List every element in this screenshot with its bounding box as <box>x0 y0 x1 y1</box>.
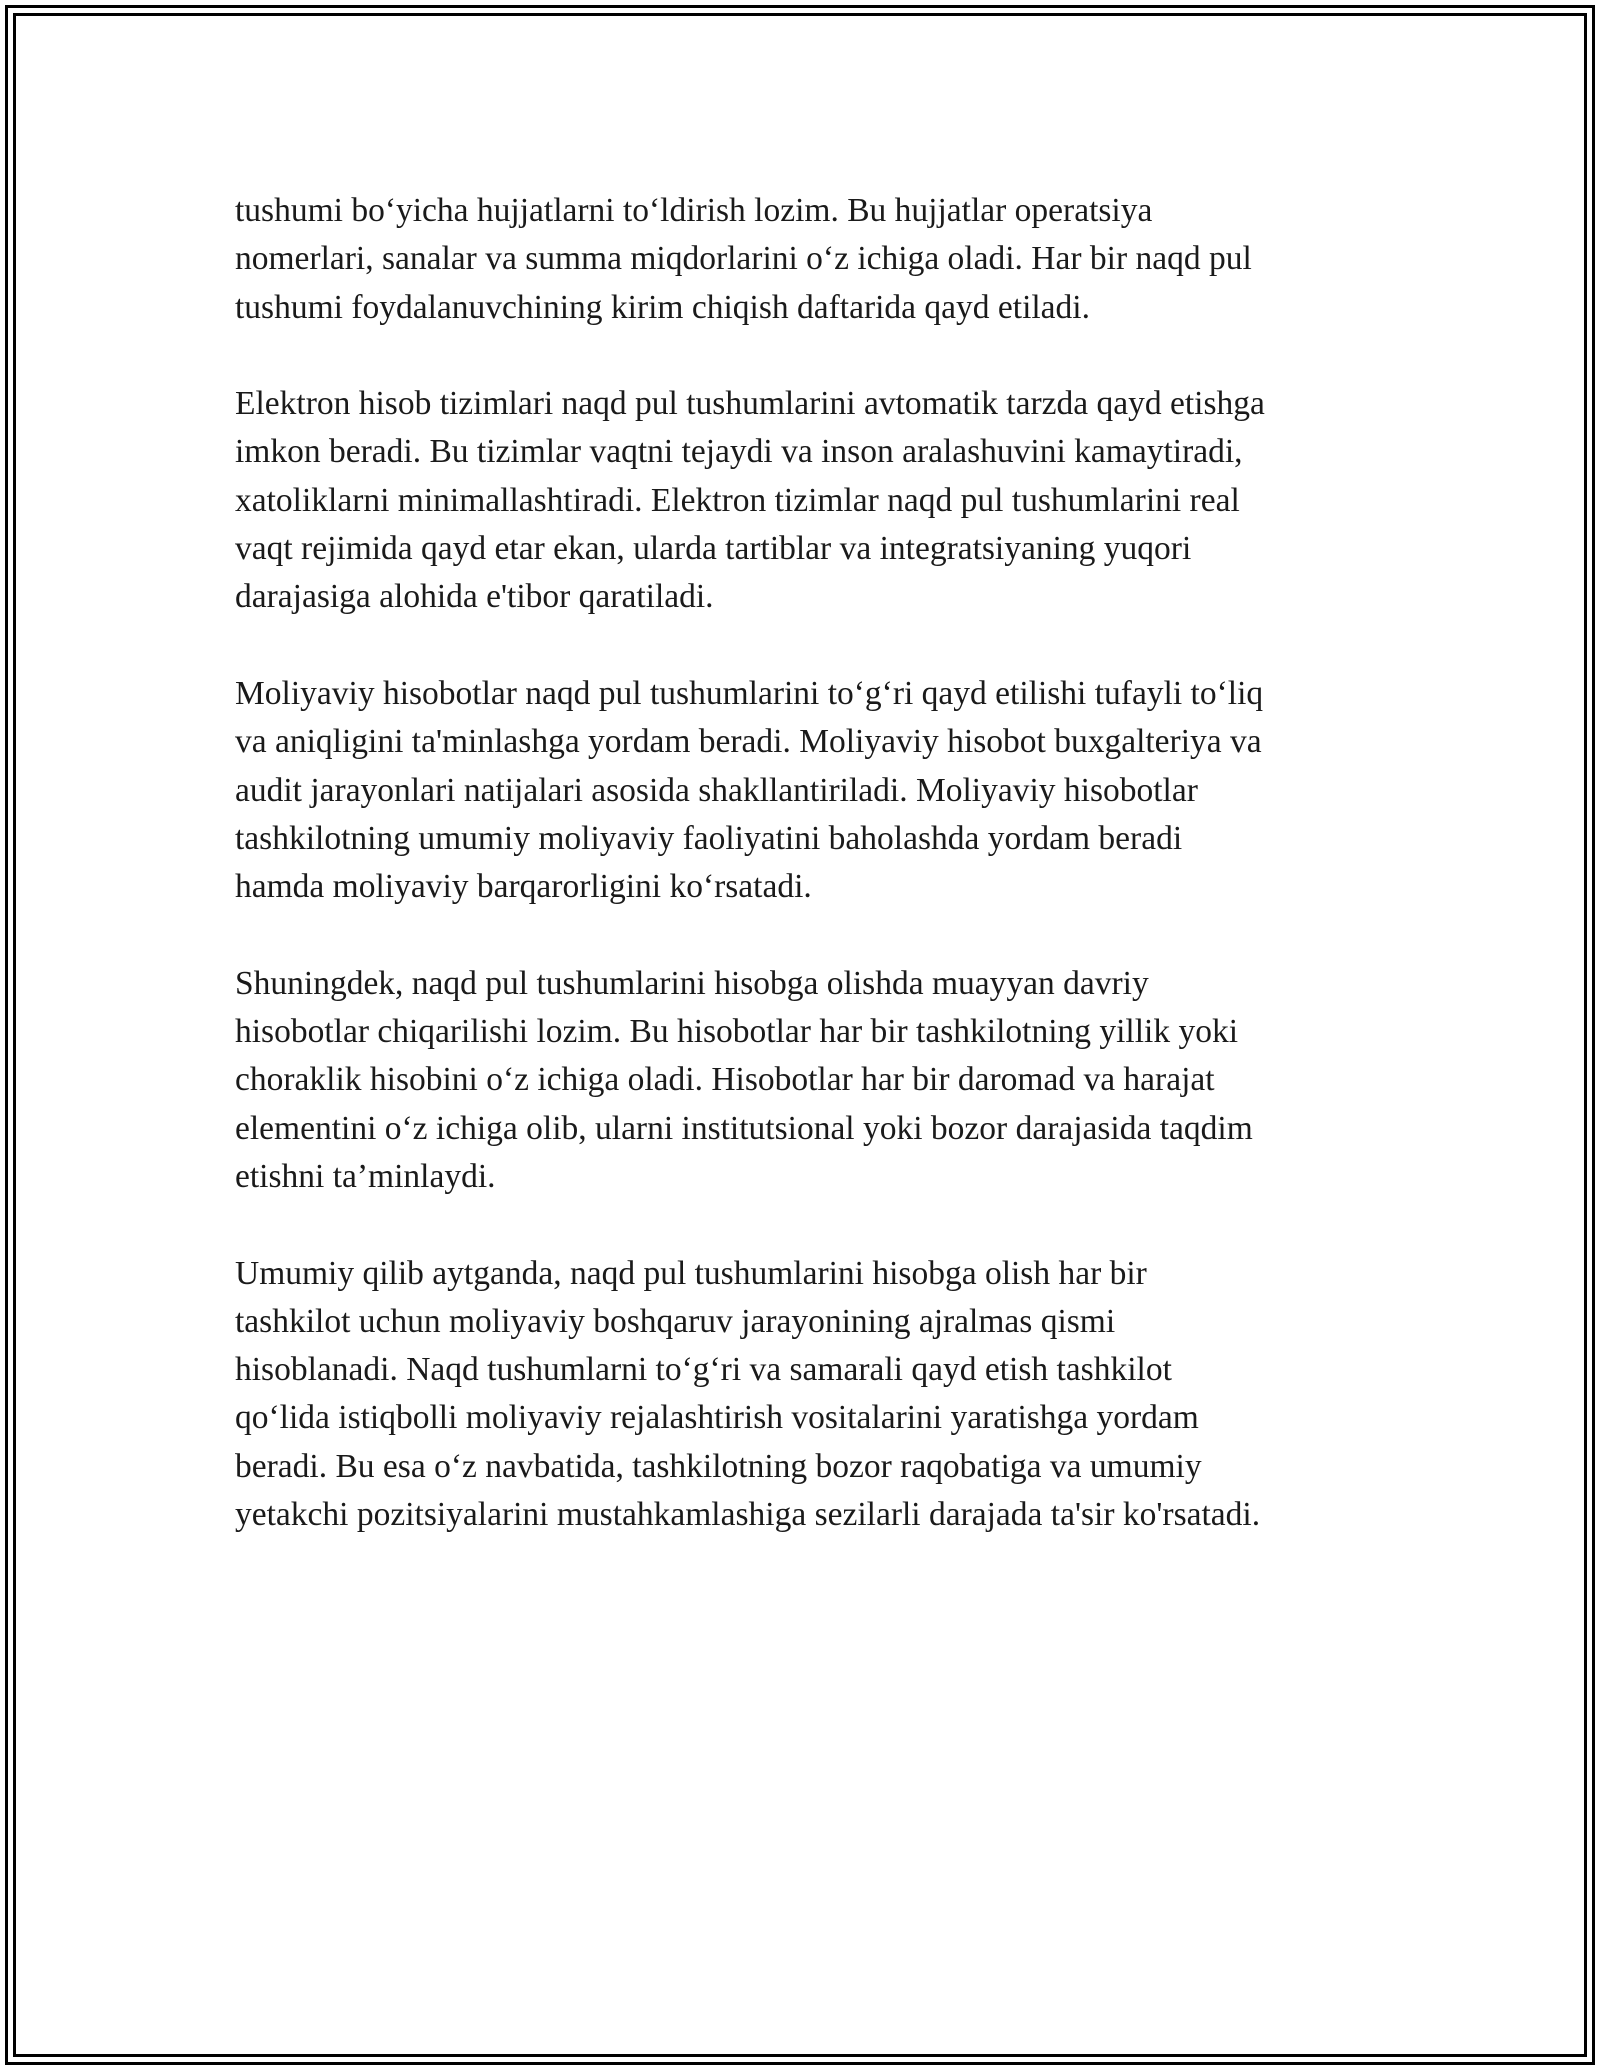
text-line: choraklik hisobini o‘z ichiga oladi. Hisobotlar har bir daromad va harajat <box>235 1061 1215 1099</box>
paragraph-4 <box>235 960 1415 1201</box>
text-line: Umumiy qilib aytganda, naqd pul tushumlarini hisobga olish har bir <box>235 1254 1147 1292</box>
text-line: Shuningdek, naqd pul tushumlarini hisobga olishda muayyan davriy <box>235 964 1149 1002</box>
text-line: beradi. Bu esa o‘z navbatida, tashkilotning bozor raqobatiga va umumiy <box>235 1447 1202 1485</box>
text-line: elementini o‘z ichiga olib, ularni institutsional yoki bozor darajasida taqdim <box>235 1109 1253 1147</box>
text-line: hamda moliyaviy barqarorligini ko‘rsatadi. <box>235 868 812 906</box>
paragraph-1 <box>235 187 1415 332</box>
text-line: tushumi bo‘yicha hujjatlarni to‘ldirish lozim. Bu hujjatlar operatsiya <box>235 192 1153 229</box>
text-line: va aniqligini ta'minlashga yordam beradi. Moliyaviy hisobot buxgalteriya va <box>235 723 1262 761</box>
text-line: hisoblanadi. Naqd tushumlarni to‘g‘ri va samarali qayd etish tashkilot <box>235 1351 1172 1389</box>
text-line: darajasiga alohida e'tibor qaratiladi. <box>235 578 714 616</box>
text-line: xatoliklarni minimallashtiradi. Elektron tizimlar naqd pul tushumlarini real <box>235 481 1240 519</box>
text-line: etishni ta’minlaydi. <box>235 1157 496 1195</box>
paragraph-3 <box>235 670 1415 911</box>
paragraph-2 <box>235 380 1415 621</box>
text-line: tashkilotning umumiy moliyaviy faoliyatini baholashda yordam beradi <box>235 819 1183 857</box>
paragraph-5 <box>235 1250 1415 1540</box>
text-line: qo‘lida istiqbolli moliyaviy rejalashtirish vositalarini yaratishga yordam <box>235 1399 1199 1437</box>
text-line: yetakchi pozitsiyalarini mustahkamlashiga sezilarli darajada ta'sir ko'rsatadi. <box>235 1496 1261 1534</box>
text-line: tushumi foydalanuvchining kirim chiqish daftarida qayd etiladi. <box>235 288 1090 326</box>
text-line: Moliyaviy hisobotlar naqd pul tushumlarini to‘g‘ri qayd etilishi tufayli to‘liq <box>235 674 1264 712</box>
text-line: Elektron hisob tizimlari naqd pul tushumlarini avtomatik tarzda qayd etishga <box>235 385 1265 423</box>
text-line: nomerlari, sanalar va summa miqdorlarini o‘z ichiga oladi. Har bir naqd pul <box>235 240 1252 278</box>
text-line: vaqt rejimida qayd etar ekan, ularda tartiblar va integratsiyaning yuqori <box>235 530 1192 568</box>
document-body <box>235 187 1415 1588</box>
text-line: imkon beradi. Bu tizimlar vaqtni tejaydi va inson aralashuvini kamaytiradi, <box>235 433 1243 471</box>
text-line: hisobotlar chiqarilishi lozim. Bu hisobotlar har bir tashkilotning yillik yoki <box>235 1013 1239 1051</box>
text-line: tashkilot uchun moliyaviy boshqaruv jarayonining ajralmas qismi <box>235 1302 1116 1340</box>
text-line: audit jarayonlari natijalari asosida shakllantiriladi. Moliyaviy hisobotlar <box>235 771 1198 809</box>
